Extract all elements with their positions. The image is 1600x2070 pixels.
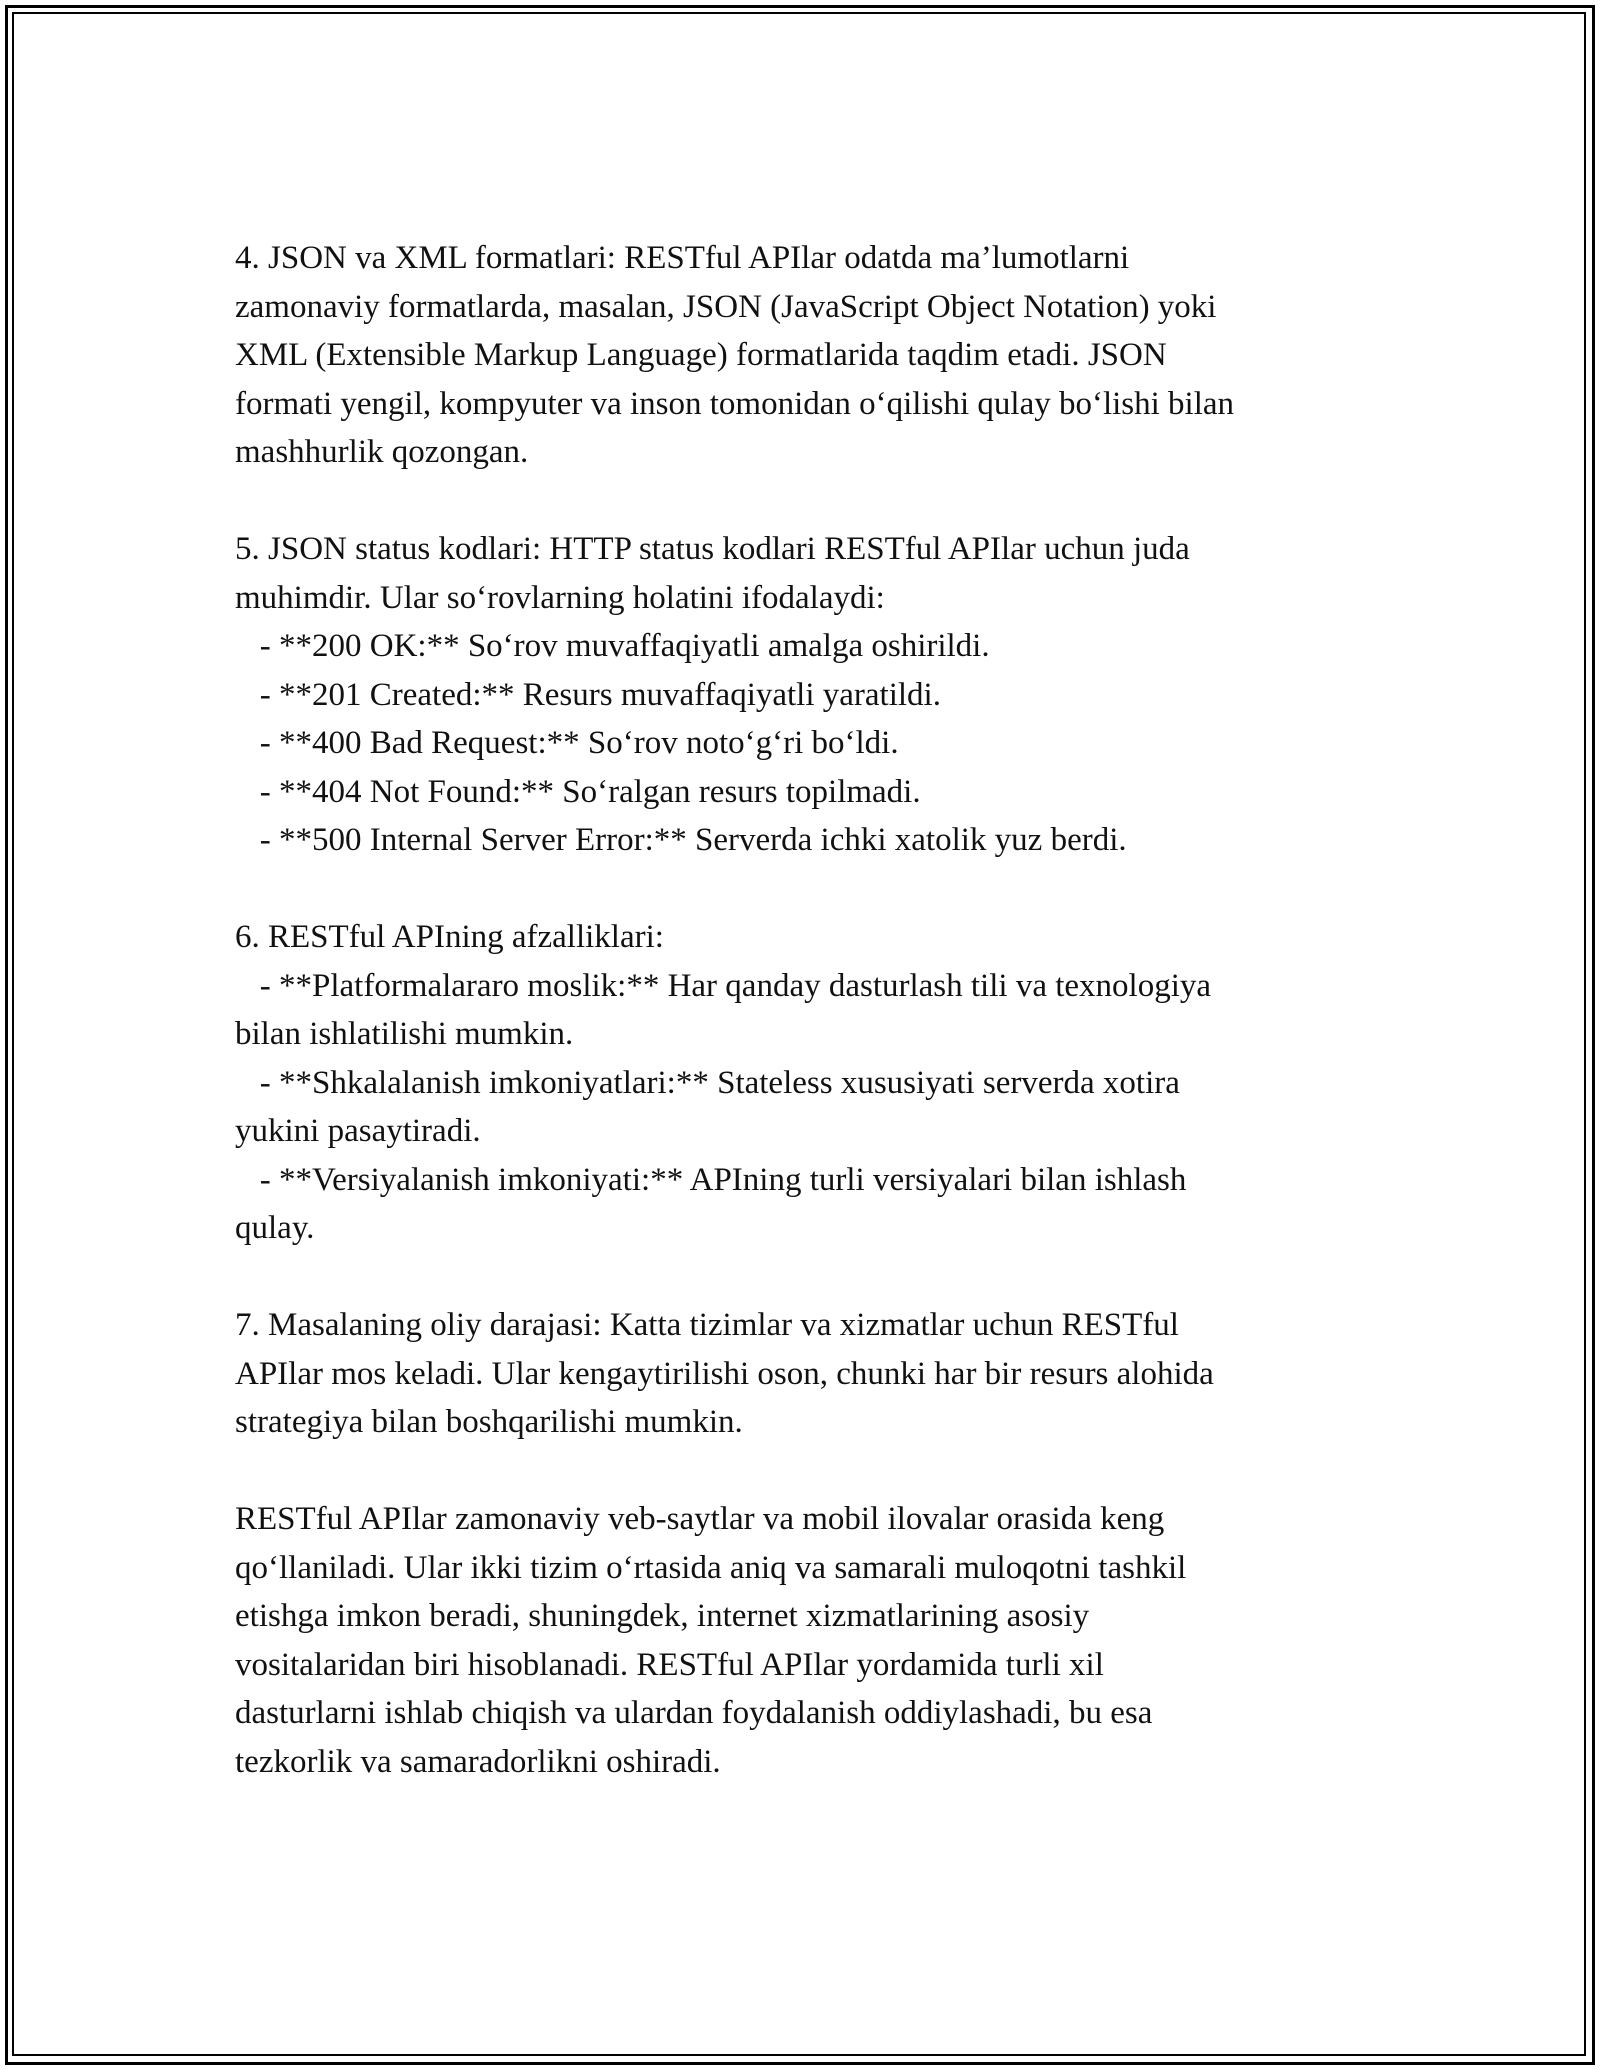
list-item: - **Platformalararo moslik:** Har qanday dasturlash tili va texnologiya — [235, 967, 1212, 1004]
text-line: XML (Extensible Markup Language) formatlarida taqdim etadi. JSON — [235, 337, 1167, 373]
paragraph-scalability — [235, 1301, 1370, 1447]
list-item: - **500 Internal Server Error:** Serverda ichki xatolik yuz berdi. — [235, 822, 1127, 858]
text-line: qulay. — [235, 1210, 315, 1246]
text-line: 5. JSON status kodlari: HTTP status kodlari RESTful APIlar uchun juda — [235, 531, 1190, 567]
text-line: mashhurlik qozongan. — [235, 434, 529, 470]
text-line: vositalaridan biri hisoblanadi. RESTful APIlar yordamida turli xil — [235, 1646, 1104, 1683]
document-body — [235, 234, 1370, 1786]
paragraph-json-xml-formats — [235, 234, 1370, 477]
text-line: strategiya bilan boshqarilishi mumkin. — [235, 1404, 743, 1440]
text-line: zamonaviy formatlarda, masalan, JSON (JavaScript Object Notation) yoki — [235, 288, 1217, 325]
text-line: tezkorlik va samaradorlikni oshiradi. — [235, 1743, 721, 1780]
text-line: etishga imkon beradi, shuningdek, internet xizmatlarining asosiy — [235, 1598, 1090, 1634]
list-item: - **Versiyalanish imkoniyati:** APIning turli versiyalari bilan ishlash — [235, 1161, 1187, 1198]
list-item: - **400 Bad Request:** So‘rov noto‘g‘ri bo‘ldi. — [235, 725, 899, 761]
text-line: 6. RESTful APIning afzalliklari: — [235, 919, 664, 955]
text-line: bilan ishlatilishi mumkin. — [235, 1016, 574, 1052]
text-line: qo‘llaniladi. Ular ikki tizim o‘rtasida aniq va samarali muloqotni tashkil — [235, 1549, 1187, 1586]
text-line: muhimdir. Ular so‘rovlarning holatini ifodalaydi: — [235, 579, 885, 616]
list-item: - **404 Not Found:** So‘ralgan resurs topilmadi. — [235, 773, 921, 810]
paragraph-conclusion — [235, 1495, 1370, 1786]
text-line: 7. Masalaning oliy darajasi: Katta tizimlar va xizmatlar uchun RESTful — [235, 1307, 1179, 1343]
list-item: - **201 Created:** Resurs muvaffaqiyatli yaratildi. — [235, 676, 941, 713]
text-line: RESTful APIlar zamonaviy veb-saytlar va mobil ilovalar orasida keng — [235, 1501, 1165, 1537]
text-line: yukini pasaytiradi. — [235, 1113, 481, 1149]
list-item: - **200 OK:** So‘rov muvaffaqiyatli amalga oshirildi. — [235, 628, 990, 664]
text-line: formati yengil, kompyuter va inson tomonidan o‘qilishi qulay bo‘lishi bilan — [235, 385, 1235, 422]
text-line: APIlar mos keladi. Ular kengaytirilishi oson, chunki har bir resurs alohida — [235, 1355, 1214, 1392]
list-item: - **Shkalalanish imkoniyatlari:** Stateless xususiyati serverda xotira — [235, 1064, 1180, 1101]
paragraph-status-codes — [235, 525, 1370, 865]
text-line: 4. JSON va XML formatlari: RESTful APIlar odatda ma’lumotlarni — [235, 240, 1130, 276]
paragraph-advantages — [235, 913, 1370, 1253]
text-line: dasturlarni ishlab chiqish va ulardan foydalanish oddiylashadi, bu esa — [235, 1695, 1153, 1731]
